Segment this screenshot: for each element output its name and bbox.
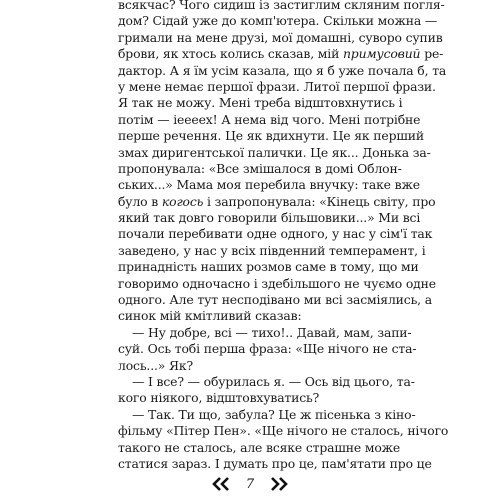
text-line: перше речення. Це як вдихнути. Це як перший: [118, 128, 424, 144]
text-line: було в когось і запропонувала: «Кінець світу, про: [118, 193, 436, 209]
text-line: статися зараз. І думать про це, пам'ятати про це: [118, 455, 432, 471]
text-line: принадність наших розмов саме в тому, що ми: [118, 259, 419, 275]
text-line: говоримо одночасно і здебільшого не чуємо одне: [118, 275, 436, 291]
double-chevron-left-icon[interactable]: [210, 476, 232, 492]
text-line: — Так. Ти що, забула? Це ж пісенька з кіно-: [132, 406, 416, 422]
body-text: [118, 0, 449, 472]
page-number: 7: [245, 476, 255, 492]
text-line: потім — іеееех! А нема від чого. Мені потрібне: [118, 111, 421, 127]
text-line: лось...» Як?: [118, 357, 193, 373]
text-line: фільму «Пітер Пен». «Ще нічого не сталось, нічого: [118, 423, 449, 439]
text-line: ських...» Мама моя перебила внучку: таке вже: [118, 177, 420, 193]
text-line: дактор. А я їм усім казала, що я б уже почала б, та: [118, 62, 447, 78]
text-line: кого ніякого, відштовхуватись?: [118, 390, 320, 406]
text-line: Я так не можу. Мені треба відштовхнутись і: [118, 95, 403, 111]
text-line: брови, як хтось колись сказав, мій примусовий ре-: [118, 46, 444, 62]
text-line: пропонувала: «Все змішалося в домі Облон-: [118, 160, 402, 176]
text-line: який так довго говорили більшовики...» Ми всі: [118, 210, 421, 226]
text-line: синок мій кмітливий сказав:: [118, 308, 302, 324]
double-chevron-right-icon[interactable]: [268, 476, 290, 492]
text-line: гримали на мене друзі, мої домашні, суворо супив: [118, 29, 443, 45]
text-line: заведено, у нас у всіх південний темперамент, і: [118, 242, 426, 258]
text-line: всякчас? Чого сидиш із застиглим скляним погля-: [118, 0, 445, 12]
text-line: у мене немає першої фрази. Литої першої фрази.: [118, 78, 436, 94]
page-footer: [200, 474, 300, 494]
text-line: дом? Сідай уже до комп'ютера. Скільки можна —: [118, 13, 438, 29]
text-line: суй. Ось тобі перша фраза: «Ще нічого не ста-: [118, 341, 417, 357]
text-line: одного. Але тут несподівано ми всі засміялись, а: [118, 292, 432, 308]
text-line: такого не сталось, але всяке страшне може: [118, 439, 401, 455]
text-line: змах диригентської палички. Це як... Донька за-: [118, 144, 431, 160]
text-line: почали перебивати одне одного, у нас у сім'ї так: [118, 226, 433, 242]
text-line: — Ну добре, всі — тихо!.. Давай, мам, запи-: [132, 324, 412, 340]
text-line: — І все? — обурилась я. — Ось від цього, та-: [132, 373, 415, 389]
